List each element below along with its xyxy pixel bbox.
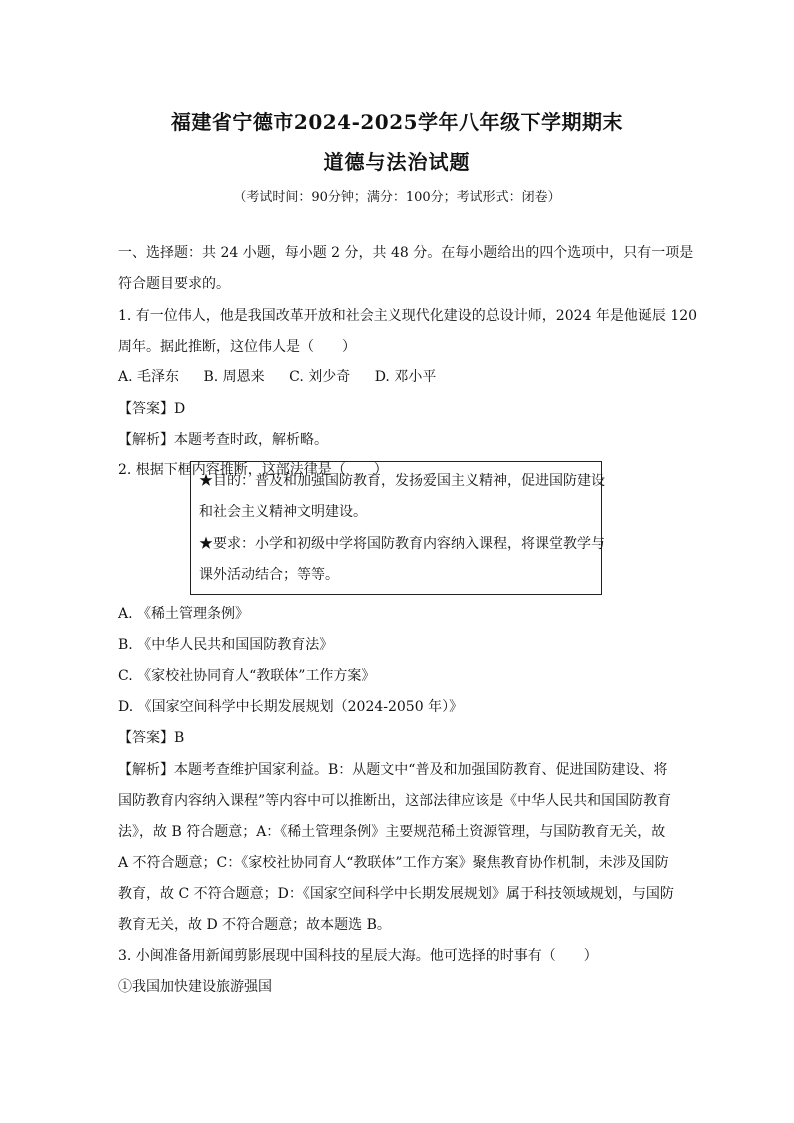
exam-subject-title: 道德与法治试题: [323, 150, 471, 174]
q2-box-line4: 课外活动结合；等等。: [199, 567, 339, 583]
q2-box-line3: ★要求：小学和初级中学将国防教育内容纳入课程，将课堂教学与: [199, 536, 605, 552]
q2-info-box: [190, 461, 605, 595]
q2-answer: 【答案】B: [118, 730, 185, 746]
exam-title: 福建省宁德市2024-2025学年八年级下学期期末: [170, 110, 624, 134]
exam-info: （考试时间：90分钟；满分：100分；考试形式：闭卷）: [233, 190, 561, 205]
q1-option-d: D. 邓小平: [374, 369, 437, 385]
section-intro-line2: 符合题目要求的。: [118, 276, 230, 292]
q1-option-c: C. 刘少奇: [289, 369, 351, 385]
q1-option-a: A. 毛泽东: [118, 369, 180, 385]
q2-analysis-line3: 法》，故 B 符合题意；A：《稀土管理条例》主要规范稀土资源管理，与国防教育无关，故: [118, 824, 666, 840]
q1-answer: 【答案】D: [118, 401, 186, 417]
q3-stem: 3. 小闽准备用新闻剪影展现中国科技的星辰大海。他可选择的时事有（ ）: [118, 948, 598, 964]
q1-options: [118, 367, 456, 387]
q1-stem-line1: 1. 有一位伟人，他是我国改革开放和社会主义现代化建设的总设计师，2024 年是他诞辰 120: [118, 308, 698, 324]
q2-box-line1: ★目的：普及和加强国防教育，发扬爱国主义精神，促进国防建设: [199, 473, 605, 489]
q2-analysis-line5: 教育，故 C 不符合题意；D：《国家空间科学中长期发展规划》属于科技领域规划，与国防: [118, 886, 674, 902]
q2-box-line2: 和社会主义精神文明建设。: [199, 504, 367, 520]
q2-analysis-line1: 【解析】本题考查维护国家利益。B：从题文中“普及和加强国防教育、促进国防建设、将: [118, 762, 668, 778]
q2-analysis-line4: A 不符合题意；C：《家校社协同育人“教联体”工作方案》聚焦教育协作机制，未涉及国防: [118, 855, 669, 871]
q2-option-d: D. 《国家空间科学中长期发展规划（2024-2050 年）》: [118, 699, 464, 715]
q1-stem-line2: 周年。据此推断，这位伟人是（ ）: [118, 339, 356, 355]
q1-option-b: B. 周恩来: [203, 369, 265, 385]
q3-item-1: ①我国加快建设旅游强国: [118, 979, 272, 995]
q2-option-b: B. 《中华人民共和国国防教育法》: [118, 637, 334, 653]
q2-option-a: A. 《稀土管理条例》: [118, 606, 250, 622]
q2-option-c: C. 《家校社协同育人“教联体”工作方案》: [118, 668, 376, 684]
q2-stem: 2. 根据下框内容推断，这部法律是（ ）: [118, 462, 388, 478]
section-intro-line1: 一、选择题：共 24 小题，每小题 2 分，共 48 分。在每小题给出的四个选项中，只有一项是: [118, 245, 694, 261]
q1-analysis: 【解析】本题考查时政，解析略。: [118, 432, 328, 448]
q2-analysis-line6: 教育无关，故 D 不符合题意；故本题选 B。: [118, 917, 391, 933]
q2-analysis-line2: 国防教育内容纳入课程”等内容中可以推断出，这部法律应该是《中华人民共和国国防教育: [118, 793, 672, 809]
